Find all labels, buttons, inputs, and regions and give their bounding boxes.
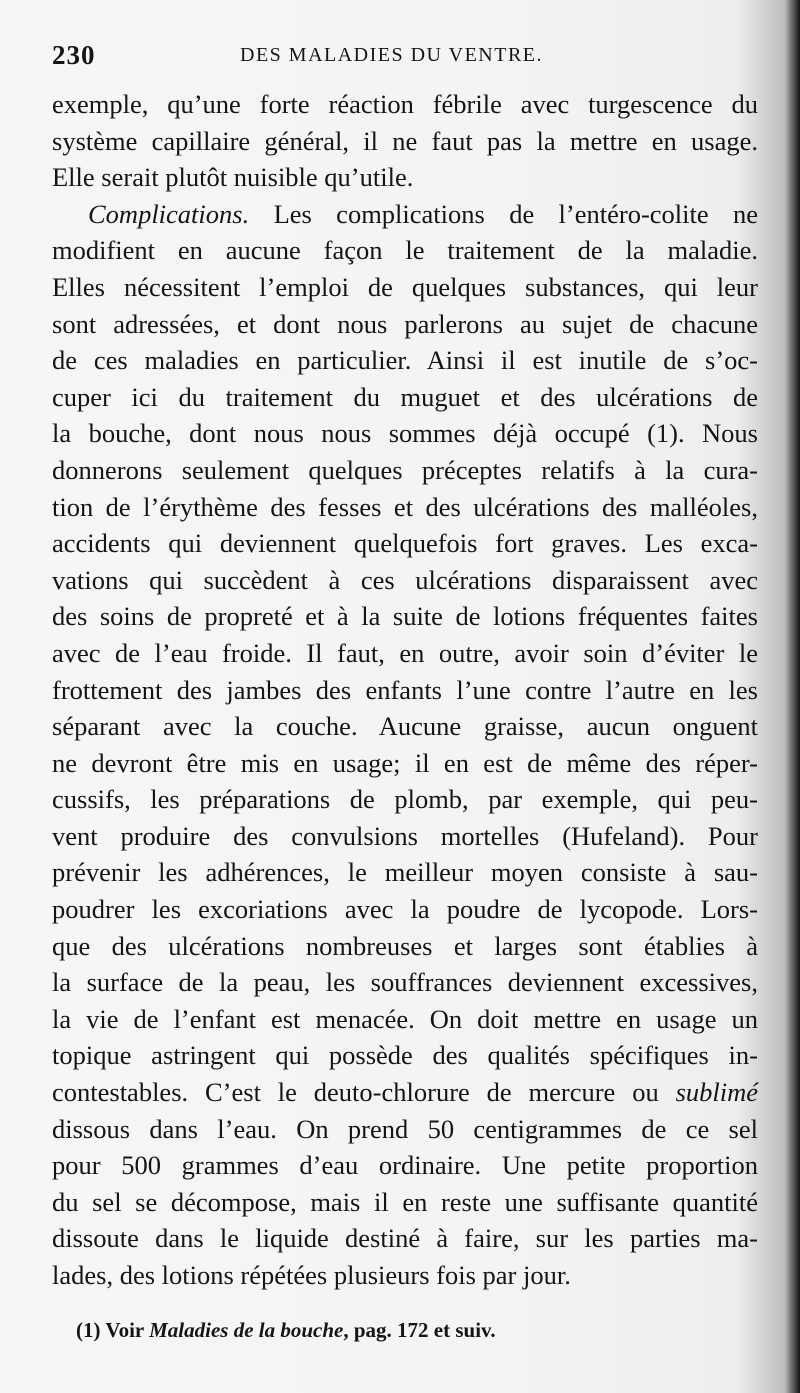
- text-line: du sel se décompose, mais il en reste une suffisante quantité: [52, 1186, 758, 1217]
- text-line: lades, des lotions répétées plusieurs fois par jour.: [52, 1260, 571, 1290]
- text-line: dissous dans l’eau. On prend 50 centigrammes de ce sel: [52, 1113, 758, 1144]
- text-line: Elle serait plutôt nuisible qu’utile.: [52, 162, 414, 193]
- text-line: ne devront être mis en usage; il en est de même des réper-: [52, 747, 758, 778]
- text-line: cussifs, les préparations de plomb, par exemple, qui peu-: [52, 784, 758, 815]
- text-line: frottement des jambes des enfants l’une contre l’autre en les: [52, 674, 758, 705]
- italic-term: sublimé: [675, 1077, 759, 1108]
- text-line: dissoute dans le liquide destiné à faire, sur les parties ma-: [52, 1223, 758, 1254]
- text-line: vations qui succèdent à ces ulcérations disparaissent avec: [52, 564, 758, 595]
- text-line: que des ulcérations nombreuses et larges sont établies à: [52, 930, 758, 961]
- text-line: prévenir les adhérences, le meilleur moyen consiste à sau-: [52, 857, 758, 888]
- text-line: [52, 196, 758, 233]
- text-line: poudrer les excoriations avec la poudre de lycopode. Lors-: [52, 894, 758, 925]
- page-number: 230: [52, 40, 96, 70]
- text-line: pour 500 grammes d’eau ordinaire. Une petite proportion: [52, 1150, 758, 1181]
- footnote-marker: (1) Voir: [76, 1318, 144, 1342]
- text-line: cuper ici du traitement du muguet et des ulcérations de: [52, 381, 758, 412]
- text-line: la bouche, dont nous nous sommes déjà occupé (1). Nous: [52, 418, 758, 449]
- body-text: [52, 86, 758, 1294]
- text-line: modifient en aucune façon le traitement de la maladie.: [52, 235, 758, 266]
- text-line: vent produire des convulsions mortelles (Hufeland). Pour: [52, 820, 758, 851]
- footnote: [76, 1318, 756, 1343]
- text-line: système capillaire général, il ne faut pas la mettre en usage.: [52, 125, 758, 156]
- text-line: avec de l’eau froide. Il faut, en outre, avoir soin d’éviter le: [52, 637, 758, 668]
- text-line: tion de l’érythème des fesses et des ulcérations des malléoles,: [52, 491, 758, 522]
- text-line-rest: Les complications de l’entéro-colite ne: [273, 198, 758, 229]
- text-line: de ces maladies en particulier. Ainsi il est inutile de s’oc-: [52, 345, 758, 376]
- running-title: DES MALADIES DU VENTRE.: [240, 44, 544, 66]
- text-line: des soins de propreté et à la suite de lotions fréquentes faites: [52, 601, 758, 632]
- text-line: la vie de l’enfant est menacée. On doit mettre en usage un: [52, 1003, 758, 1034]
- text-line: topique astringent qui possède des qualités spécifiques in-: [52, 1040, 758, 1071]
- text-line: Elles nécessitent l’emploi de quelques substances, qui leur: [52, 271, 758, 302]
- text-line: [52, 1074, 758, 1111]
- text-line-start: contestables. C’est le deuto-chlorure de mercure ou: [52, 1077, 659, 1108]
- text-line: exemple, qu’une forte réaction fébrile avec turgescence du: [52, 89, 758, 119]
- text-line: séparant avec la couche. Aucune graisse, aucun onguent: [52, 711, 758, 742]
- text-line: sont adressées, et dont nous parlerons au sujet de chacune: [52, 308, 758, 339]
- footnote-rest: , pag. 172 et suiv.: [343, 1318, 496, 1342]
- text-line: accidents qui deviennent quelquefois fort graves. Les exca-: [52, 528, 758, 559]
- footnote-title: Maladies de la bouche: [149, 1318, 344, 1342]
- text-line: la surface de la peau, les souffrances deviennent excessives,: [52, 967, 758, 998]
- text-line: donnerons seulement quelques préceptes relatifs à la cura-: [52, 454, 758, 485]
- section-lead: Complications.: [88, 198, 250, 229]
- page-edge-shadow: [786, 0, 800, 1393]
- page-header: [52, 38, 756, 78]
